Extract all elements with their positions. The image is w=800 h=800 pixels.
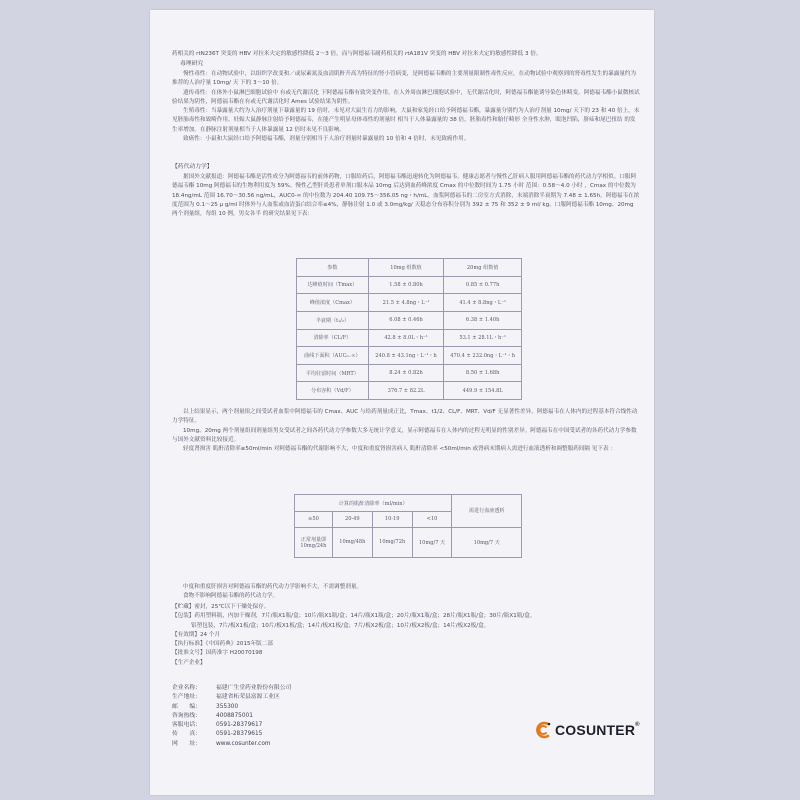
table-row [297, 294, 522, 312]
approval-text: 国药准字 H20070198 [205, 650, 263, 657]
product-info [172, 603, 640, 668]
service-phone: 0591-28379617 [216, 722, 263, 729]
validity-text: 24 个月 [199, 631, 221, 638]
standard-text: 《中国药典》2015年版二部 [205, 641, 273, 648]
value-cell: 6.38 ± 1.40h [444, 311, 522, 329]
list-item [172, 740, 291, 749]
cosunter-logo [534, 718, 654, 742]
renal-note-2: 食物不影响阿德福韦酯的药代动力学。 [183, 593, 279, 600]
value-cell: 6.08 ± 0.46h [368, 311, 444, 329]
list-item [172, 730, 291, 739]
param-cell: 平均驻留时间（MRT） [297, 364, 369, 382]
pk-conclusion-3: 轻度肾损害 肌酐清除率≥50ml/min 对阿德福韦酯的代谢影响不大，中度和重度肾损害病人 肌酐清除率 <50ml/min 或肾病末期病人需进行血液透析和调整服药间隔 见下表 ： [183, 446, 616, 453]
value-cell: 21.5 ± 4.8ng・L⁻¹ [368, 294, 444, 312]
dose-cell: 正常剂量即 10mg/24h [295, 527, 333, 557]
storage-text: 密封，25℃以下干燥处保存。 [194, 604, 270, 610]
pk-heading: 【药代动力学】 [172, 164, 213, 170]
package-label: 【包装】 [172, 613, 195, 620]
tox-genetic: 遗传毒性：在体外小鼠淋巴细胞试验中 有或无代谢活化 下阿德福韦酯有致突变作用。在人外周血淋巴细胞试验中，无代谢活化时，阿德福韦酯能诱导染色体畸变。阿德福韦酯小鼠微核试验结果为阴性，阿德福韦酯在有或无代谢活化时 Ames 试验结果为阴性。 [172, 89, 640, 105]
hotline: 4008875001 [216, 712, 253, 719]
value-cell: 376.7 ± 82.2L [368, 382, 444, 400]
value-cell: 1.58 ± 0.80h [368, 276, 444, 294]
info-key: 邮 编： [172, 703, 201, 710]
param-cell: 清除率（CL/F） [297, 329, 369, 347]
param-cell: 分布容积（Vd/F） [297, 382, 369, 400]
intro-paragraph: 药相关的 rtN236T 突变的 HBV 对拉米夫定的敏感性降低 2～3 倍，而与阿德福韦耐药相关的 rtA181V 突变的 HBV 对拉米夫定的敏感性降低 3 倍。 [172, 51, 542, 57]
table-row [295, 527, 522, 557]
validity-label: 【有效期】 [172, 631, 200, 638]
value-cell: 53.1 ± 28.1L・h⁻¹ [444, 329, 522, 347]
pk-conclusion [172, 408, 640, 454]
info-key: 网 址： [172, 740, 201, 747]
value-cell: 8.50 ± 1.68h [444, 364, 522, 382]
pk-paragraph: 据国外文献报道：阿德福韦酯是活性成分为阿德福韦的前体药物，口服给药后，阿德福韦酯迅速转化为阿德福韦。健康志愿者与慢性乙肝病人服用阿德福韦酯的药代动力学相似。口服阿德福韦酯 10mg 阿德福韦的生物利用度为 59%。慢性乙型肝炎患者单剂口服本品 10mg 后达到血药峰浓度 Cmax 的中位数时间为 1.75 小时 范围：0.58～4.0 小时 ，Cmax 的中位数为 18.4ng/mL 范围 16.70～30.56 ng/mL，AUC0-∞ 的中位数为 204.40 109.75～356.05 ng・h/mL。血浆阿德福韦的二房室方式消除，末端消除半衰期为 7.48 ± 1.65h。阿德福韦在浓度范围为 0.1～25 μ g/ml 时体外与人血浆或血清蛋白结合率≤4%，静脉注射 1.0 或 3.0mg/kg/ 天稳态分布容积分别为 392 ± 75 和 352 ± 9 ml/ kg。口服阿德福韦酯 10mg、20mg 两个剂量组，每组 10 例，男女各半 的研究结果见下表： [172, 174, 640, 218]
tox-chronic: 慢性毒性：在动物试验中，以组织学改变和／或尿素氮及血清肌酐升高为特征的肾小管病变，是阿德福韦酯的主要剂量限制性毒性反应，在动物试验中观察到的肾毒性发生的暴露量约为推荐的人治疗量 10mg/ 天 下的 3～10 倍。 [172, 71, 637, 87]
pk-table-header: 参数 [297, 259, 369, 277]
package-line-2: 铝塑包装，7片/板X1板/盒；10片/板X1板/盒；14片/板X1板/盒；7片/板X2板/盒；10片/板X2板/盒；14片/板X2板/盒。 [191, 622, 490, 629]
tox-reproductive: 生殖毒性：当暴露量大约为人治疗剂量下暴露量的 19 倍时，未见对大鼠生育力的影响。大鼠和家兔经口给予阿德福韦酯，暴露量分别约为人治疗剂量 10mg/ 天下的 23 和 40 倍上，未见胚胎毒性和致畸作用。妊娠大鼠静脉注射给予阿德福韦，在能产生明显母体毒性的剂量时 相当于人体暴露量的 38 倍，胚胎毒性和胎仔畸形 全身性水肿，眼泡凹陷，脐疝和尾巴扭结 的发生率增加。在静脉注射剂量相当于人体暴露量 12 倍时未见不良影响。 [172, 108, 640, 133]
list-item [172, 703, 291, 712]
table-row [297, 276, 522, 294]
company-address: 福建省柘荣县富源工业区 [216, 694, 280, 701]
pk-conclusion-2: 10mg、20mg 两个剂量组间剂量组男女受试者之间各药代动力学参数大多无统计学意义，显示阿德福韦在人体内的过程无明显的性别差异。阿德福韦在中国受试者的各药代动力学参数与国外文献资料比较接近。 [172, 427, 637, 443]
info-key: 生产地址： [172, 694, 201, 701]
manufacturer-info [172, 684, 291, 749]
standard-label: 【执行标准】 [172, 641, 206, 648]
pk-conclusion-1: 以上结果显示，两个剂量组之间受试者血浆中阿德福韦的 Cmax、AUC 与给药剂量成正比，Tmax、t1/2、CL/F、MRT、Vd/F 无显著性差异，阿德福韦在人体内的过程基本符合线性动力学特征。 [172, 409, 638, 425]
param-cell: 达峰值时间（Tmax） [297, 276, 369, 294]
value-cell: 8.24 ± 0.82h [368, 364, 444, 382]
approval-label: 【批准文号】 [172, 650, 206, 657]
pk-section [172, 173, 640, 219]
list-item [172, 693, 291, 702]
company-name: 福建广生堂药业股份有限公司 [216, 685, 292, 691]
param-cell: 峰值浓度（Cmax） [297, 294, 369, 312]
value-cell: 41.4 ± 8.8ng・L⁻¹ [444, 294, 522, 312]
renal-group-header: 计算的肌酐清除率（ml/min） [295, 495, 452, 512]
table-row [297, 347, 522, 365]
brand-name: COSUNTER® [555, 722, 640, 738]
dose-cell: 10mg/7 天 [452, 527, 522, 557]
table-row [297, 382, 522, 400]
postcode: 355300 [216, 703, 239, 710]
info-key: 咨询热线： [172, 712, 201, 719]
package-line-1: 药用塑料瓶，内加干燥剂，7片/瓶X1瓶/盒；10片/瓶X1瓶/盒；14片/瓶X1瓶/盒；20片/瓶X1瓶/盒；28片/瓶X1瓶/盒；30片/瓶X1瓶/盒。 [194, 613, 536, 620]
clearance-col: 20-49 [332, 512, 372, 527]
table-row [297, 364, 522, 382]
tox-section [172, 70, 640, 144]
dose-cell: 10mg/7 天 [412, 527, 452, 557]
pk-table-header: 20mg 组数值 [444, 259, 522, 277]
website: www.cosunter.com [216, 740, 271, 747]
intro-section [172, 50, 640, 59]
table-row [297, 311, 522, 329]
value-cell: 449.9 ± 154.8L [444, 382, 522, 400]
dose-cell: 10mg/72h [372, 527, 412, 557]
info-key: 客服电话： [172, 722, 201, 729]
renal-note-1: 中度和重度肝损害对阿德福韦酯的药代动力学影响不大，不需调整剂量。 [183, 584, 363, 590]
value-cell: 470.4 ± 232.0ng・L⁻¹・h [444, 347, 522, 365]
info-key: 传 真： [172, 731, 201, 738]
value-cell: 240.8 ± 43.1ng・L⁻¹・h [368, 347, 444, 365]
tox-heading: 毒理研究 [180, 61, 204, 67]
table-row [297, 329, 522, 347]
renal-table [294, 494, 522, 558]
list-item [172, 684, 291, 693]
pk-table-header: 10mg 组数值 [368, 259, 444, 277]
clearance-col: 10-19 [372, 512, 412, 527]
list-item [172, 712, 291, 721]
tox-carcinogenic: 致癌性：小鼠和大鼠经口给予阿德福韦酯，剂量分别相当于人治疗剂量时暴露量的 10 倍和 4 倍时，未见致癌作用。 [183, 136, 470, 143]
clearance-col: <10 [412, 512, 452, 527]
manufacturer-label: 【生产企业】 [172, 659, 206, 666]
renal-notes [172, 583, 640, 602]
value-cell: 42.8 ± 8.0L・h⁻¹ [368, 329, 444, 347]
brand-mark-icon [534, 721, 552, 739]
storage-label: 【贮藏】 [172, 604, 195, 610]
info-key: 企业名称： [172, 685, 201, 691]
param-cell: 曲线下面积（AUC₀₋∞） [297, 347, 369, 365]
fax: 0591-28379615 [216, 731, 263, 738]
dose-cell: 10mg/48h [332, 527, 372, 557]
leaflet-page [150, 10, 654, 795]
list-item [172, 721, 291, 730]
value-cell: 0.85 ± 0.77h [444, 276, 522, 294]
dialysis-header: 需进行血液透析 [452, 495, 522, 528]
pk-table [296, 258, 522, 400]
clearance-col: ≥50 [295, 512, 333, 527]
param-cell: 半衰期（t₁/₂） [297, 311, 369, 329]
